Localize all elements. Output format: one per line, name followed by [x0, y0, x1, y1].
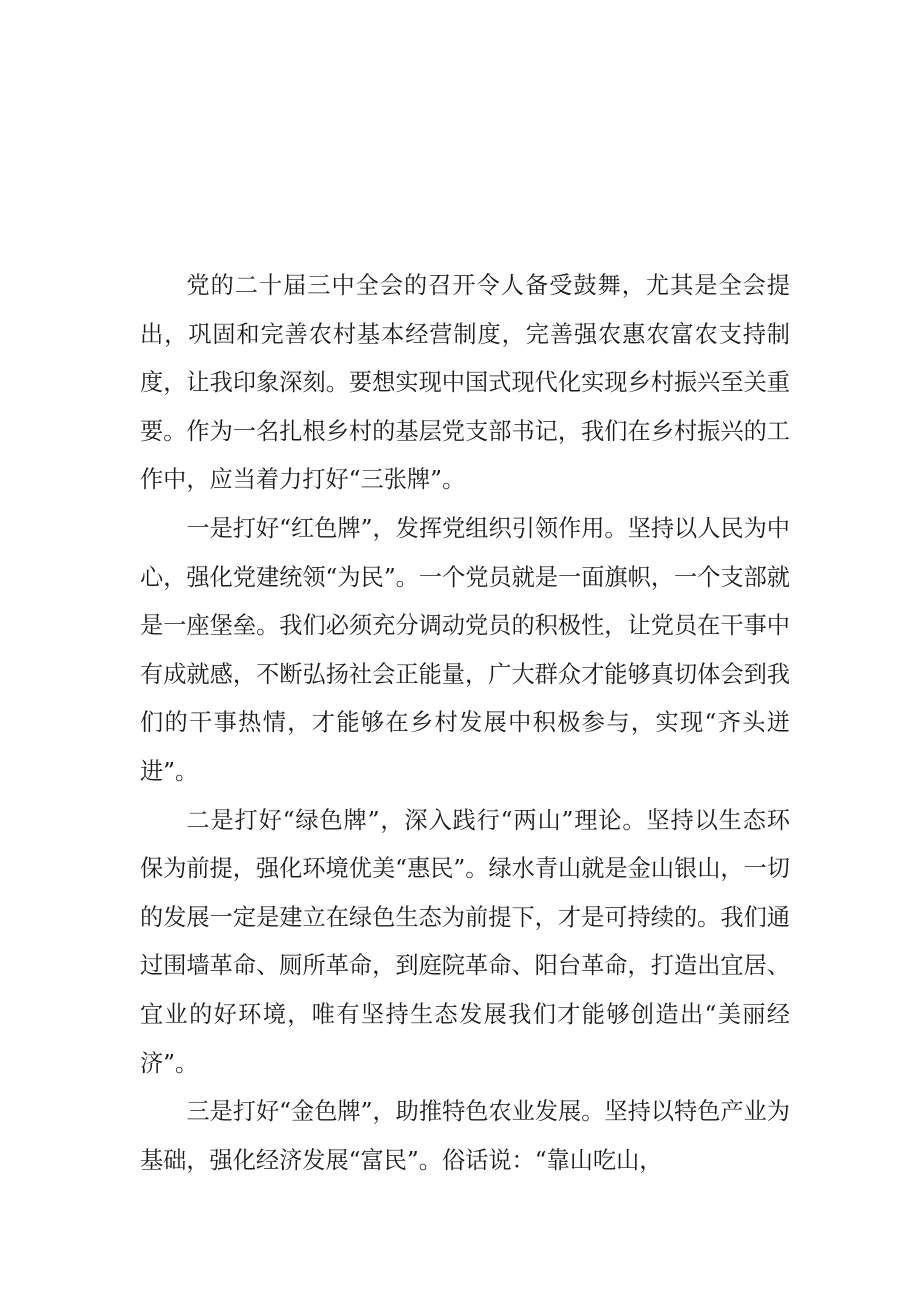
document-body	[140, 262, 790, 1185]
paragraph-red-card: 一是打好“红色牌”，发挥党组织引领作用。坚持以人民为中心，强化党建统领“为民”。一个党员就是一面旗帜，一个支部就是一座堡垒。我们必须充分调动党员的积极性，让党员在干事中有成就感，不断弘扬社会正能量，广大群众才能够真切体会到我们的干事热情，才能够在乡村发展中积极参与，实现“齐头迸进”。	[140, 514, 790, 785]
paragraph-green-card: 二是打好“绿色牌”，深入践行“两山”理论。坚持以生态环保为前提，强化环境优美“惠民”。绿水青山就是金山银山，一切的发展一定是建立在绿色生态为前提下，才是可持续的。我们通过围墙革命、厕所革命，到庭院革命、阳台革命，打造出宜居、宜业的好环境，唯有坚持生态发展我们才能够创造出“美丽经济”。	[140, 806, 790, 1077]
paragraph-intro: 党的二十届三中全会的召开令人备受鼓舞，尤其是全会提出，巩固和完善农村基本经营制度，完善强农惠农富农支持制度，让我印象深刻。要想实现中国式现代化实现乡村振兴至关重要。作为一名扎根乡村的基层党支部书记，我们在乡村振兴的工作中，应当着力打好“三张牌”。	[140, 272, 790, 494]
paragraph-gold-card: 三是打好“金色牌”，助推特色农业发展。坚持以特色产业为基础，强化经济发展“富民”。俗话说：“靠山吃山，	[140, 1098, 790, 1174]
